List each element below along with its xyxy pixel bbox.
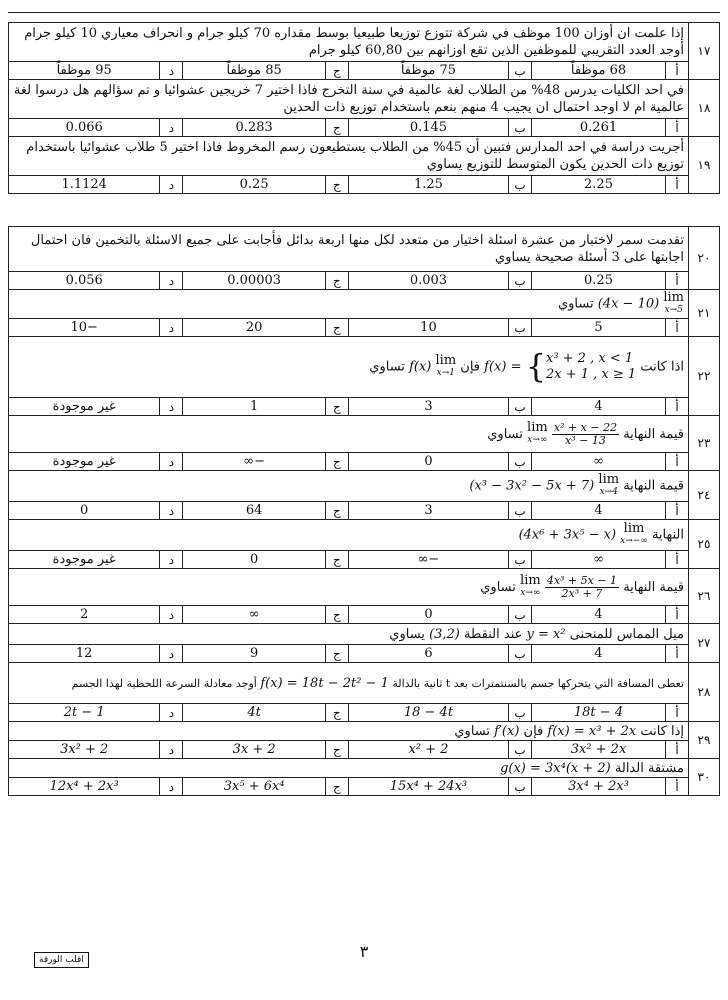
question-label: النهاية [651, 527, 684, 543]
choice-letter: أ [666, 778, 689, 796]
question-row-22 [9, 337, 720, 398]
choice-letter: ب [509, 398, 532, 416]
choice-d[interactable]: 1.1124 [9, 176, 160, 194]
choice-b[interactable]: 6 [348, 645, 508, 663]
choice-a[interactable]: 5 [532, 319, 666, 337]
choice-a[interactable]: 4 [532, 606, 666, 624]
math-expression: g(x) = 3x⁴(x + 2) [500, 760, 611, 776]
question-number: ٢٠ [689, 227, 720, 290]
choice-letter: أ [666, 645, 689, 663]
question-row-23 [9, 416, 720, 453]
choice-letter: ب [509, 778, 532, 796]
limit-symbol: lim x→−∞ [620, 521, 648, 546]
choice-letter: ج [325, 645, 348, 663]
choice-c[interactable]: 85 موظفاً [183, 62, 326, 80]
choice-letter: أ [666, 398, 689, 416]
question-text [9, 722, 689, 741]
choice-letter: ج [325, 704, 348, 722]
choice-d[interactable]: −10 [9, 319, 160, 337]
choice-letter: ج [325, 176, 348, 194]
choice-letter: د [160, 551, 183, 569]
choice-a[interactable]: 0.261 [532, 119, 666, 137]
choice-b[interactable]: 15x⁴ + 24x³ [348, 778, 508, 796]
choice-letter: د [160, 502, 183, 520]
question-text [9, 471, 689, 502]
choice-b[interactable]: 0.003 [348, 272, 508, 290]
choice-letter: د [160, 606, 183, 624]
limit-symbol: lim x→∞ [520, 573, 541, 598]
question-label: يساوي [389, 626, 425, 642]
question-label: أوجد معادلة السرعة اللحظية لهذا الجسم [71, 676, 257, 690]
choice-letter: د [160, 645, 183, 663]
choice-letter: ب [509, 502, 532, 520]
choice-letter: د [160, 319, 183, 337]
question-number: ٢٢ [689, 337, 720, 416]
choice-letter: د [160, 272, 183, 290]
question-label: إذا كانت [640, 723, 684, 739]
choice-d[interactable]: 12x⁴ + 2x³ [9, 778, 160, 796]
question-text: إذا علمت ان أوزان 100 موظف في شركة تتوزع توزيعا طبيعيا بوسط مقداره 70 كيلو جرام و انحراف معياري 10 كيلو جرام أوجد العدد التقريبي للموظفين الذين تقع اوزانهم بين 60,80 كيلو جرام [9, 23, 689, 62]
math-expression: (x³ − 3x² − 5x + 7) [469, 478, 595, 494]
choice-letter: ج [325, 272, 348, 290]
choice-letter: ب [509, 176, 532, 194]
choice-d[interactable]: 0 [9, 502, 160, 520]
choice-letter: أ [666, 119, 689, 137]
answer-row [9, 398, 720, 416]
answer-row [9, 272, 720, 290]
question-number: ١٩ [689, 137, 720, 194]
choice-letter: ج [325, 551, 348, 569]
answer-row [9, 551, 720, 569]
choice-letter: ج [325, 62, 348, 80]
question-label: قيمة النهاية [623, 579, 684, 595]
choice-b[interactable]: 0 [348, 606, 508, 624]
choice-letter: ب [509, 645, 532, 663]
question-text [9, 337, 689, 398]
choice-letter: د [160, 176, 183, 194]
choice-b[interactable]: 10 [348, 319, 508, 337]
question-label: تساوي [480, 579, 516, 595]
choice-a[interactable]: 68 موظفاً [532, 62, 666, 80]
question-row-20 [9, 227, 720, 272]
answer-row [9, 319, 720, 337]
choice-c[interactable]: 3x⁵ + 6x⁴ [183, 778, 326, 796]
choice-b[interactable]: 18 − 4t [348, 704, 508, 722]
choice-letter: أ [666, 453, 689, 471]
question-label: فإن [523, 723, 544, 739]
choice-letter: ج [325, 453, 348, 471]
choice-letter: ب [509, 62, 532, 80]
choice-c[interactable]: −∞ [183, 453, 326, 471]
question-number: ٣٠ [689, 759, 720, 796]
question-row-24 [9, 471, 720, 502]
choice-letter: أ [666, 606, 689, 624]
choice-c[interactable]: 0.283 [183, 119, 326, 137]
choice-d[interactable]: 2 [9, 606, 160, 624]
top-border [8, 12, 720, 13]
question-text: في احد الكليات يدرس 48% من الطلاب لغة عالمية في سنة التخرج فاذا اختير 7 خريجين عشوائيا و تم سؤالهم هل درسوا لغة عالمية ام لا اوجد احتمال ان يجيب 4 منهم بنعم باستخدام توزيع ذات الحدين [9, 80, 689, 119]
question-number: ٢٤ [689, 471, 720, 520]
question-number: ١٨ [689, 80, 720, 137]
choice-b[interactable]: 75 موظفاً [348, 62, 508, 80]
answer-row [9, 119, 720, 137]
choice-a[interactable]: 3x² + 2x [532, 741, 666, 759]
question-number: ٢٣ [689, 416, 720, 471]
choice-d[interactable]: 95 موظفاً [9, 62, 160, 80]
choice-letter: د [160, 704, 183, 722]
question-row-19 [9, 137, 720, 176]
choice-d[interactable]: 0.066 [9, 119, 160, 137]
answer-row [9, 62, 720, 80]
piecewise-function: f(x) = { x³ + 2 , x < 1 2x + 1 , x ≥ 1 [484, 347, 637, 386]
question-text [9, 416, 689, 453]
question-row-25 [9, 520, 720, 551]
choice-letter: أ [666, 272, 689, 290]
question-row-26 [9, 569, 720, 606]
math-expression: (4x − 10) [597, 296, 660, 312]
choice-letter: أ [666, 704, 689, 722]
question-label: قيمة النهاية [623, 478, 684, 494]
choice-b[interactable]: 0 [348, 453, 508, 471]
answer-row [9, 502, 720, 520]
answer-row [9, 453, 720, 471]
choice-letter: ج [325, 119, 348, 137]
choice-c[interactable]: 64 [183, 502, 326, 520]
math-expression: (3,2) [429, 626, 460, 642]
choice-d[interactable]: 2t − 1 [9, 704, 160, 722]
choice-letter: أ [666, 741, 689, 759]
question-label: تعطى المسافة التي يتحركها جسم بالسنتمترات بعد t ثانية بالدالة [392, 676, 684, 690]
choice-d[interactable]: 12 [9, 645, 160, 663]
choice-a[interactable]: ∞ [532, 453, 666, 471]
answer-row [9, 741, 720, 759]
choice-letter: ب [509, 119, 532, 137]
question-row-29 [9, 722, 720, 741]
answer-row [9, 704, 720, 722]
question-number: ١٧ [689, 23, 720, 80]
choice-letter: ب [509, 606, 532, 624]
question-label: تساوي [557, 296, 594, 312]
choice-letter: ج [325, 319, 348, 337]
choice-letter: ب [509, 272, 532, 290]
choice-a[interactable]: 4 [532, 645, 666, 663]
choice-letter: ج [325, 741, 348, 759]
choice-a[interactable]: 2.25 [532, 176, 666, 194]
question-label: تساوي [454, 723, 491, 739]
choice-letter: ب [509, 453, 532, 471]
fraction: $\frac{\text{4x³ + 5x − 1}}{\text{2x³ + 7}}$ [546, 573, 618, 600]
choice-b[interactable]: −∞ [348, 551, 508, 569]
question-label: تساوي [487, 426, 523, 442]
question-label: فإن [460, 359, 481, 375]
limit-symbol: lim x→∞ [527, 420, 548, 445]
choice-c[interactable]: 0 [183, 551, 326, 569]
math-expression: y = x² [526, 626, 566, 642]
question-row-30 [9, 759, 720, 778]
choice-letter: أ [666, 551, 689, 569]
choice-a[interactable]: 4 [532, 502, 666, 520]
choice-letter: ب [509, 741, 532, 759]
question-number: ٢٨ [689, 663, 720, 722]
choice-b[interactable]: x² + 2 [348, 741, 508, 759]
choice-c[interactable]: 1 [183, 398, 326, 416]
section-gap [9, 194, 720, 227]
question-label: تساوي [369, 359, 405, 375]
choice-c[interactable]: 0.00003 [183, 272, 326, 290]
question-number: ٢٩ [689, 722, 720, 759]
question-row-18 [9, 80, 720, 119]
math-expression: f′(x) [494, 723, 520, 739]
choice-letter: د [160, 398, 183, 416]
choice-letter: د [160, 119, 183, 137]
question-label: ميل المماس للمنحنى [569, 626, 684, 642]
answer-row [9, 645, 720, 663]
choice-letter: د [160, 778, 183, 796]
answer-row [9, 606, 720, 624]
question-text [9, 624, 689, 645]
choice-a[interactable]: 4 [532, 398, 666, 416]
choice-d[interactable]: غير موجودة [9, 551, 160, 569]
question-label: مشتقة الدالة [614, 760, 684, 776]
choice-letter: أ [666, 62, 689, 80]
choice-letter: أ [666, 176, 689, 194]
question-text [9, 759, 689, 778]
choice-letter: د [160, 453, 183, 471]
choice-a[interactable]: ∞ [532, 551, 666, 569]
choice-letter: أ [666, 319, 689, 337]
choice-a[interactable]: 0.25 [532, 272, 666, 290]
question-text [9, 290, 689, 319]
question-text [9, 520, 689, 551]
choice-a[interactable]: 18t − 4 [532, 704, 666, 722]
choice-d[interactable]: 0.056 [9, 272, 160, 290]
choice-c[interactable]: 0.25 [183, 176, 326, 194]
question-number: ٢٦ [689, 569, 720, 624]
choice-d[interactable]: 3x² + 2 [9, 741, 160, 759]
choice-letter: ج [325, 398, 348, 416]
question-row-28 [9, 663, 720, 704]
question-text [9, 663, 689, 704]
choice-letter: د [160, 741, 183, 759]
choice-letter: ج [325, 778, 348, 796]
question-row-21 [9, 290, 720, 319]
questions-table [8, 22, 720, 796]
question-text [9, 569, 689, 606]
question-label: اذا كانت [640, 359, 684, 375]
choice-letter: أ [666, 502, 689, 520]
choice-b[interactable]: 0.145 [348, 119, 508, 137]
math-expression: f(x) = 18t − 2t² − 1 [260, 675, 389, 691]
choice-letter: ج [325, 606, 348, 624]
question-label: عند النقطة [464, 626, 523, 642]
math-expression: (4x⁶ + 3x⁵ − x) [518, 527, 617, 543]
choice-b[interactable]: 3 [348, 502, 508, 520]
choice-letter: ج [325, 502, 348, 520]
choice-c[interactable]: 4t [183, 704, 326, 722]
question-row-17 [9, 23, 720, 62]
choice-letter: ب [509, 319, 532, 337]
choice-c[interactable]: 3x + 2 [183, 741, 326, 759]
limit-symbol: lim x→1 [435, 353, 457, 378]
math-expression: f(x) [409, 359, 432, 375]
choice-a[interactable]: 3x⁴ + 2x³ [532, 778, 666, 796]
page-number: ٣ [359, 942, 369, 961]
choice-c[interactable]: 20 [183, 319, 326, 337]
question-text: تقدمت سمر لاختبار من عشرة اسئلة اختيار من متعدد لكل منها اربعة بدائل فأجابت على جميع الاسئلة بالتخمين فان احتمال اجابتها على 3 أسئلة صحيحة يساوي [9, 227, 689, 272]
turn-page-label: اقلب الورقة [34, 952, 89, 968]
choice-d[interactable]: غير موجودة [9, 398, 160, 416]
choice-letter: ب [509, 551, 532, 569]
answer-row [9, 778, 720, 796]
question-text: أجريت دراسة في احد المدارس فتبين أن 45% من الطلاب يستطيعون رسم المخروط فاذا اختير 5 طلاب عشوائيا باستخدام توزيع ذات الحدين يكون المتوسط للتوزيع يساوي [9, 137, 689, 176]
choice-letter: د [160, 62, 183, 80]
question-number: ٢١ [689, 290, 720, 337]
fraction: $\frac{\text{x² + x − 22}}{\text{x³ − 13}}$ [553, 420, 618, 447]
question-number: ٢٥ [689, 520, 720, 569]
question-number: ٢٧ [689, 624, 720, 663]
choice-c[interactable]: 9 [183, 645, 326, 663]
exam-page [8, 22, 720, 796]
question-label: قيمة النهاية [623, 426, 684, 442]
question-row-27 [9, 624, 720, 645]
math-expression: f(x) = x³ + 2x [547, 723, 637, 739]
choice-b[interactable]: 3 [348, 398, 508, 416]
choice-c[interactable]: ∞ [183, 606, 326, 624]
limit-symbol: lim x→4 [598, 472, 620, 497]
choice-b[interactable]: 1.25 [348, 176, 508, 194]
answer-row [9, 176, 720, 194]
choice-d[interactable]: غير موجودة [9, 453, 160, 471]
limit-symbol: lim x→5 [663, 290, 684, 315]
choice-letter: ب [509, 704, 532, 722]
